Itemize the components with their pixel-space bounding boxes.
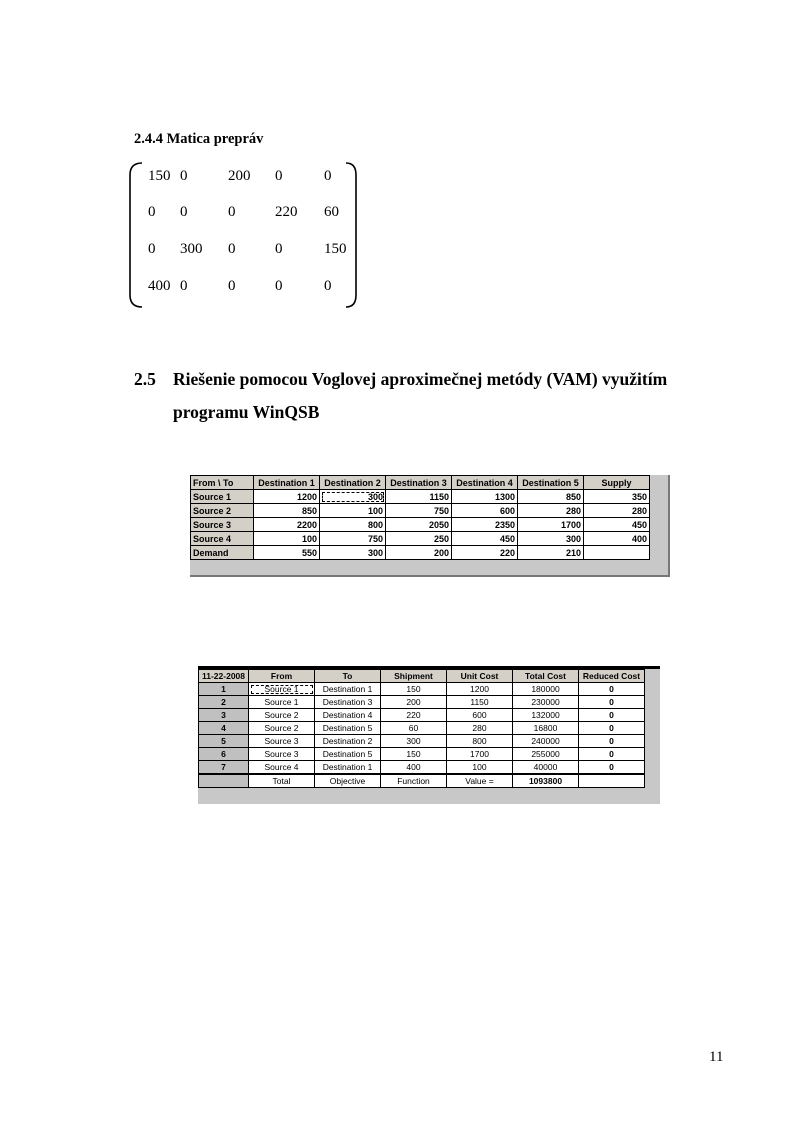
column-header: To [315,670,381,683]
table-cell[interactable]: 800 [447,735,513,748]
row-header: Source 2 [191,504,254,518]
matrix-cell: 400 [148,278,171,294]
table-cell[interactable]: Destination 3 [315,696,381,709]
table-cell[interactable]: Destination 1 [315,761,381,775]
table-cell[interactable]: 255000 [513,748,579,761]
table-cell[interactable]: 100 [447,761,513,775]
grid-cell[interactable]: 600 [452,504,518,518]
row-number: 7 [199,761,249,775]
column-header: Shipment [381,670,447,683]
grid-cell[interactable]: 1300 [452,490,518,504]
section-number-2-5: 2.5 [134,369,156,389]
grid-cell[interactable]: 1700 [518,518,584,532]
table-cell[interactable]: 230000 [513,696,579,709]
matrix-cell: 0 [275,168,283,184]
total-label: Total [249,774,315,788]
row-number: 6 [199,748,249,761]
table-row [191,532,650,546]
section-heading-2-4-4: 2.4.4 Matica prepráv [134,131,264,147]
table-cell[interactable]: Source 1 [249,696,315,709]
column-header: From [249,670,315,683]
grid-cell[interactable]: 100 [320,504,386,518]
column-header: Reduced Cost [579,670,645,683]
table-row [199,748,645,761]
table-cell[interactable]: Destination 1 [315,683,381,696]
column-header: From \ To [191,476,254,490]
table-header-row [191,476,650,490]
table-cell[interactable]: 0 [579,761,645,775]
grid-cell[interactable]: 300 [518,532,584,546]
table-cell[interactable]: 0 [579,748,645,761]
table-cell[interactable]: 0 [579,722,645,735]
matrix-cell: 0 [324,168,332,184]
table-cell[interactable]: 200 [381,696,447,709]
solution-table [198,669,645,788]
page-number: 11 [709,1049,724,1065]
row-header: Source 4 [191,532,254,546]
table-cell[interactable]: 60 [381,722,447,735]
table-cell[interactable]: 220 [381,709,447,722]
matrix-cell: 0 [275,278,283,294]
grid-cell-selected[interactable]: 300 [320,490,386,504]
grid-cell[interactable]: 750 [386,504,452,518]
grid-cell[interactable]: 2350 [452,518,518,532]
table-cell-selected[interactable]: Source 1 [249,683,315,696]
table-cell[interactable]: 0 [579,709,645,722]
matrix-cell: 60 [324,204,339,220]
grid-cell[interactable]: 250 [386,532,452,546]
matrix-cell: 0 [324,278,332,294]
table-cell[interactable]: 132000 [513,709,579,722]
table-row [199,709,645,722]
table-row [191,504,650,518]
grid-cell[interactable]: 550 [254,546,320,560]
grid-cell[interactable]: 100 [254,532,320,546]
column-header: Destination 1 [254,476,320,490]
objective-value: 1093800 [513,774,579,788]
table-cell[interactable]: 280 [447,722,513,735]
matrix-cell: 0 [180,168,188,184]
transport-matrix [128,160,358,310]
grid-cell[interactable]: 750 [320,532,386,546]
grid-cell[interactable]: 350 [584,490,650,504]
cost-input-table [190,475,650,560]
matrix-cell: 0 [228,241,236,257]
row-header: Source 1 [191,490,254,504]
grid-cell[interactable]: 210 [518,546,584,560]
table-row [199,735,645,748]
matrix-cell: 300 [180,241,203,257]
cost-input-grid [190,475,670,577]
grid-cell[interactable]: 800 [320,518,386,532]
solution-output-grid [198,666,660,804]
row-number: 4 [199,722,249,735]
column-header: Destination 2 [320,476,386,490]
table-cell[interactable]: Source 3 [249,748,315,761]
grid-cell[interactable] [584,546,650,560]
table-row [191,546,650,560]
grid-cell[interactable]: 850 [254,504,320,518]
matrix-cell: 0 [180,278,188,294]
grid-cell[interactable]: 300 [320,546,386,560]
matrix-cell: 150 [324,241,347,257]
grid-cell[interactable]: 280 [518,504,584,518]
table-cell[interactable]: 400 [381,761,447,775]
table-row [199,683,645,696]
matrix-cell: 0 [180,204,188,220]
total-label [579,774,645,788]
section-title-line-1: Riešenie pomocou Voglovej aproximečnej metódy (VAM) využitím [173,369,668,389]
grid-cell[interactable]: 200 [386,546,452,560]
table-row [199,761,645,775]
total-label: Objective [315,774,381,788]
grid-cell[interactable]: 2050 [386,518,452,532]
total-label: Function [381,774,447,788]
row-number: 3 [199,709,249,722]
table-row [199,722,645,735]
matrix-cell: 0 [228,278,236,294]
row-header: Demand [191,546,254,560]
column-header: Destination 5 [518,476,584,490]
table-row [191,490,650,504]
table-cell[interactable]: 150 [381,683,447,696]
total-row [199,774,645,788]
table-cell[interactable]: 150 [381,748,447,761]
table-cell[interactable]: Destination 4 [315,709,381,722]
table-cell[interactable]: Source 3 [249,735,315,748]
grid-cell[interactable]: 1150 [386,490,452,504]
grid-cell[interactable]: 450 [584,518,650,532]
column-header: Destination 3 [386,476,452,490]
table-row [199,696,645,709]
matrix-cell: 0 [148,241,156,257]
column-header: Destination 4 [452,476,518,490]
grid-cell[interactable]: 2200 [254,518,320,532]
matrix-cell: 0 [275,241,283,257]
grid-cell[interactable]: 280 [584,504,650,518]
column-header: 11-22-2008 [199,670,249,683]
matrix-cell: 200 [228,168,251,184]
table-cell[interactable]: 0 [579,683,645,696]
grid-cell[interactable]: 220 [452,546,518,560]
grid-cell[interactable]: 400 [584,532,650,546]
column-header: Supply [584,476,650,490]
table-cell[interactable]: Destination 5 [315,748,381,761]
table-cell[interactable]: 40000 [513,761,579,775]
table-cell[interactable]: 1700 [447,748,513,761]
grid-cell[interactable]: 1200 [254,490,320,504]
table-cell[interactable]: Source 2 [249,722,315,735]
column-header: Unit Cost [447,670,513,683]
matrix-cell: 0 [148,204,156,220]
grid-cell[interactable]: 850 [518,490,584,504]
table-cell[interactable]: 1200 [447,683,513,696]
table-cell[interactable]: 180000 [513,683,579,696]
grid-cell[interactable]: 450 [452,532,518,546]
matrix-cell: 150 [148,168,171,184]
table-cell[interactable]: Source 4 [249,761,315,775]
row-header: Source 3 [191,518,254,532]
row-number: 5 [199,735,249,748]
total-label: Value = [447,774,513,788]
table-cell[interactable]: 600 [447,709,513,722]
table-cell[interactable]: 300 [381,735,447,748]
table-cell[interactable]: Destination 5 [315,722,381,735]
matrix-cell: 220 [275,204,298,220]
table-cell[interactable]: 240000 [513,735,579,748]
section-title-line-2: programu WinQSB [173,402,320,422]
table-row [191,518,650,532]
matrix-cell: 0 [228,204,236,220]
table-cell[interactable]: 0 [579,696,645,709]
row-number [199,774,249,788]
table-cell[interactable]: Source 2 [249,709,315,722]
table-cell[interactable]: 16800 [513,722,579,735]
row-number: 2 [199,696,249,709]
table-cell[interactable]: 0 [579,735,645,748]
column-header: Total Cost [513,670,579,683]
table-cell[interactable]: 1150 [447,696,513,709]
table-cell[interactable]: Destination 2 [315,735,381,748]
table-header-row [199,670,645,683]
row-number: 1 [199,683,249,696]
